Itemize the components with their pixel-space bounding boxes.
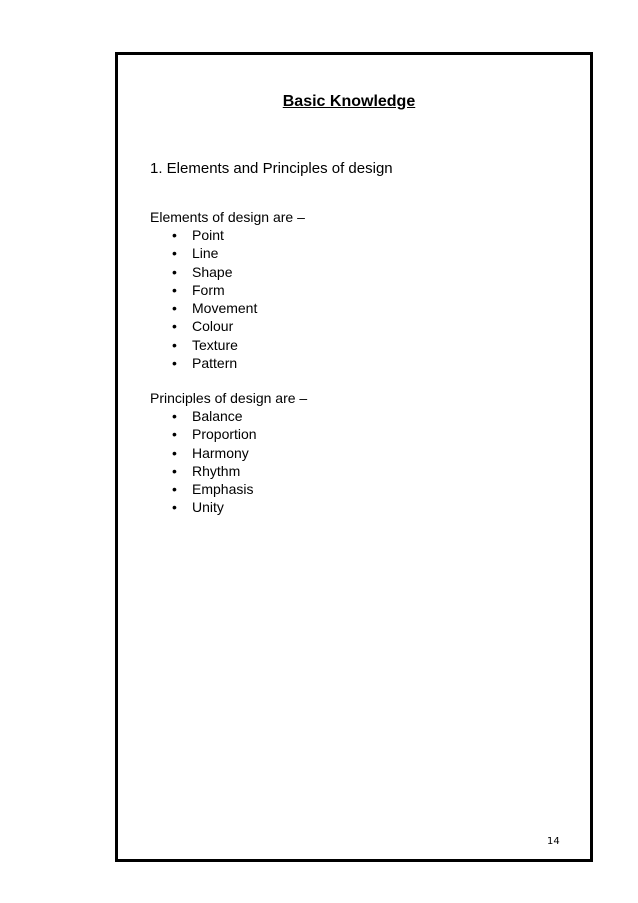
list-item-label: Texture [192,336,238,353]
bullet-icon: • [172,318,177,335]
bullet-icon: • [172,263,177,280]
list-item [170,244,257,262]
principles-intro: Principles of design are – [150,390,308,406]
list-item [170,480,257,498]
list-item-label: Rhythm [192,462,241,479]
bullet-icon: • [172,426,177,443]
list-item [170,281,257,299]
elements-intro: Elements of design are – [150,209,305,225]
bullet-icon: • [172,408,177,424]
list-item [170,407,257,425]
list-item [170,336,257,354]
list-item [170,317,257,335]
list-item [170,462,257,480]
list-item-label: Point [192,227,224,243]
list-item [170,354,257,372]
bullet-icon: • [172,245,177,262]
list-item-label: Form [192,281,225,298]
bullet-icon: • [172,481,177,498]
list-item [170,299,257,317]
bullet-icon: • [172,444,177,461]
list-item-label: Colour [192,318,234,335]
bullet-icon: • [172,355,177,372]
bullet-icon: • [172,499,177,516]
list-item [170,226,257,244]
list-item-label: Unity [192,499,224,516]
elements-list [170,226,257,372]
list-item [170,263,257,281]
bullet-icon: • [172,462,177,479]
section-heading: 1. Elements and Principles of design [150,160,393,177]
bullet-icon: • [172,336,177,353]
list-item-label: Pattern [192,355,238,372]
page-title: Basic Knowledge [282,93,416,110]
list-item-label: Emphasis [192,481,254,498]
bullet-icon: • [172,300,177,317]
list-item-label: Harmony [192,444,249,461]
principles-list [170,407,257,517]
list-item-label: Movement [192,300,258,317]
page-number: 14 [547,836,560,847]
list-item [170,498,257,516]
list-item-label: Line [192,245,219,262]
list-item-label: Balance [192,408,243,424]
list-item [170,425,257,443]
list-item [170,444,257,462]
bullet-icon: • [172,281,177,298]
list-item-label: Shape [192,263,233,280]
bullet-icon: • [172,227,177,243]
list-item-label: Proportion [192,426,257,443]
